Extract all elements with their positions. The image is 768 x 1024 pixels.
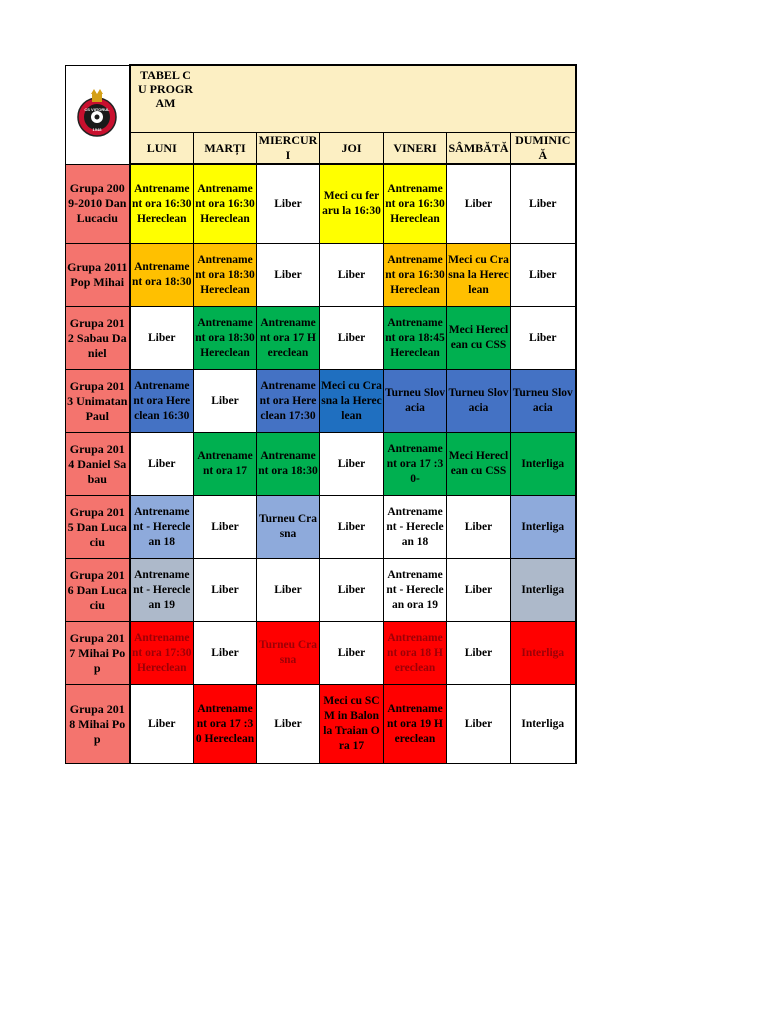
schedule-cell: Antrenament ora Hereclean 17:30 (257, 370, 320, 433)
schedule-cell: Liber (320, 496, 384, 559)
day-header: VINERI (384, 133, 447, 165)
days-header-row (66, 133, 576, 165)
schedule-cell: Meci cu Crasna la Hereclean (447, 244, 511, 307)
schedule-cell: Turneu Slovacia (384, 370, 447, 433)
table-row (66, 370, 576, 433)
group-label: Grupa 2012 Sabau Daniel (66, 307, 130, 370)
title-cell (130, 65, 576, 133)
table-row (66, 244, 576, 307)
schedule-cell: Antrenament ora 18:30 (257, 433, 320, 496)
group-label: Grupa 2018 Mihai Pop (66, 685, 130, 764)
schedule-cell: Turneu Crasna (257, 496, 320, 559)
schedule-cell: Liber (320, 559, 384, 622)
schedule-cell: Turneu Crasna (257, 622, 320, 685)
table-row (66, 685, 576, 764)
table-row (66, 307, 576, 370)
schedule-cell: Liber (447, 622, 511, 685)
schedule-cell: Meci cu feraru la 16:30 (320, 164, 384, 244)
schedule-cell: Interliga (511, 622, 576, 685)
group-label: Grupa 2015 Dan Lucaciu (66, 496, 130, 559)
schedule-cell: Antrenament ora 16:30 Hereclean (194, 164, 257, 244)
schedule-cell: Meci Hereclean cu CSS (447, 307, 511, 370)
schedule-cell: Antrenament - Hereclean 19 (130, 559, 194, 622)
group-label: Grupa 2014 Daniel Sabau (66, 433, 130, 496)
table-row (66, 496, 576, 559)
schedule-cell: Interliga (511, 559, 576, 622)
logo-cell (66, 65, 130, 164)
table-row (66, 164, 576, 244)
svg-text:1948: 1948 (92, 126, 102, 132)
schedule-sheet (65, 64, 577, 764)
schedule-cell: Antrenament ora 19 Hereclean (384, 685, 447, 764)
schedule-cell: Liber (447, 496, 511, 559)
schedule-cell: Antrenament ora 18 Hereclean (384, 622, 447, 685)
schedule-cell: Interliga (511, 685, 576, 764)
schedule-cell: Liber (511, 164, 576, 244)
schedule-cell: Antrenament - Hereclean 18 (384, 496, 447, 559)
schedule-cell: Liber (194, 496, 257, 559)
schedule-cell: Antrenament ora 16:30 Hereclean (384, 164, 447, 244)
schedule-cell: Antrenament ora 18:30 (130, 244, 194, 307)
schedule-cell: Turneu Slovacia (511, 370, 576, 433)
schedule-cell: Antrenament ora 17 (194, 433, 257, 496)
schedule-cell: Liber (130, 433, 194, 496)
group-label: Grupa 2009-2010 Dan Lucaciu (66, 164, 130, 244)
schedule-cell: Antrenament ora 17 :30- (384, 433, 447, 496)
schedule-cell: Antrenament ora 18:30 Hereclean (194, 307, 257, 370)
table-row (66, 622, 576, 685)
schedule-cell: Liber (447, 559, 511, 622)
schedule-cell: Liber (511, 244, 576, 307)
schedule-cell: Liber (511, 307, 576, 370)
schedule-cell: Liber (130, 307, 194, 370)
schedule-cell: Turneu Slovacia (447, 370, 511, 433)
schedule-cell: Liber (447, 685, 511, 764)
schedule-cell: Antrenament ora 16:30 Hereclean (384, 244, 447, 307)
svg-text:CS VIITORUL: CS VIITORUL (84, 106, 110, 112)
day-header: DUMINICĂ (511, 133, 576, 165)
day-header: MIERCURI (257, 133, 320, 165)
schedule-cell: Liber (257, 685, 320, 764)
schedule-cell: Antrenament - Hereclean ora 19 (384, 559, 447, 622)
schedule-cell: Meci cu Crasna la Hereclean (320, 370, 384, 433)
schedule-cell: Interliga (511, 496, 576, 559)
group-label: Grupa 2013 Unimatan Paul (66, 370, 130, 433)
schedule-cell: Interliga (511, 433, 576, 496)
schedule-cell: Antrenament ora 17 :30 Hereclean (194, 685, 257, 764)
schedule-cell: Antrenament ora 17:30 Hereclean (130, 622, 194, 685)
table-row (66, 559, 576, 622)
schedule-cell: Liber (194, 370, 257, 433)
day-header: MARȚI (194, 133, 257, 165)
schedule-cell: Liber (257, 244, 320, 307)
schedule-cell: Antrenament ora 18:45 Hereclean (384, 307, 447, 370)
schedule-cell: Liber (257, 559, 320, 622)
club-crest-icon (73, 88, 121, 142)
day-header: JOI (320, 133, 384, 165)
schedule-cell: Liber (194, 559, 257, 622)
schedule-cell: Liber (130, 685, 194, 764)
day-header: LUNI (130, 133, 194, 165)
schedule-cell: Liber (320, 622, 384, 685)
schedule-cell: Liber (447, 164, 511, 244)
day-header: SÂMBĂTĂ (447, 133, 511, 165)
schedule-cell: Liber (320, 244, 384, 307)
schedule-cell: Meci cu SCM in Balon la Traian Ora 17 (320, 685, 384, 764)
schedule-cell: Antrenament - Hereclean 18 (130, 496, 194, 559)
group-label: Grupa 2016 Dan Lucaciu (66, 559, 130, 622)
schedule-cell: Antrenament ora 18:30 Hereclean (194, 244, 257, 307)
schedule-cell: Meci Hereclean cu CSS (447, 433, 511, 496)
schedule-cell: Liber (320, 433, 384, 496)
schedule-cell: Antrenament ora 16:30 Hereclean (130, 164, 194, 244)
schedule-cell: Liber (257, 164, 320, 244)
schedule-cell: Liber (194, 622, 257, 685)
schedule-cell: Antrenament ora 17 Hereclean (257, 307, 320, 370)
title-row (66, 65, 576, 133)
schedule-table (65, 64, 577, 764)
page-title: TABEL CU PROGRAM (138, 68, 193, 110)
group-label: Grupa 2017 Mihai Pop (66, 622, 130, 685)
table-row (66, 433, 576, 496)
schedule-cell: Liber (320, 307, 384, 370)
group-label: Grupa 2011 Pop Mihai (66, 244, 130, 307)
schedule-cell: Antrenament ora Hereclean 16:30 (130, 370, 194, 433)
